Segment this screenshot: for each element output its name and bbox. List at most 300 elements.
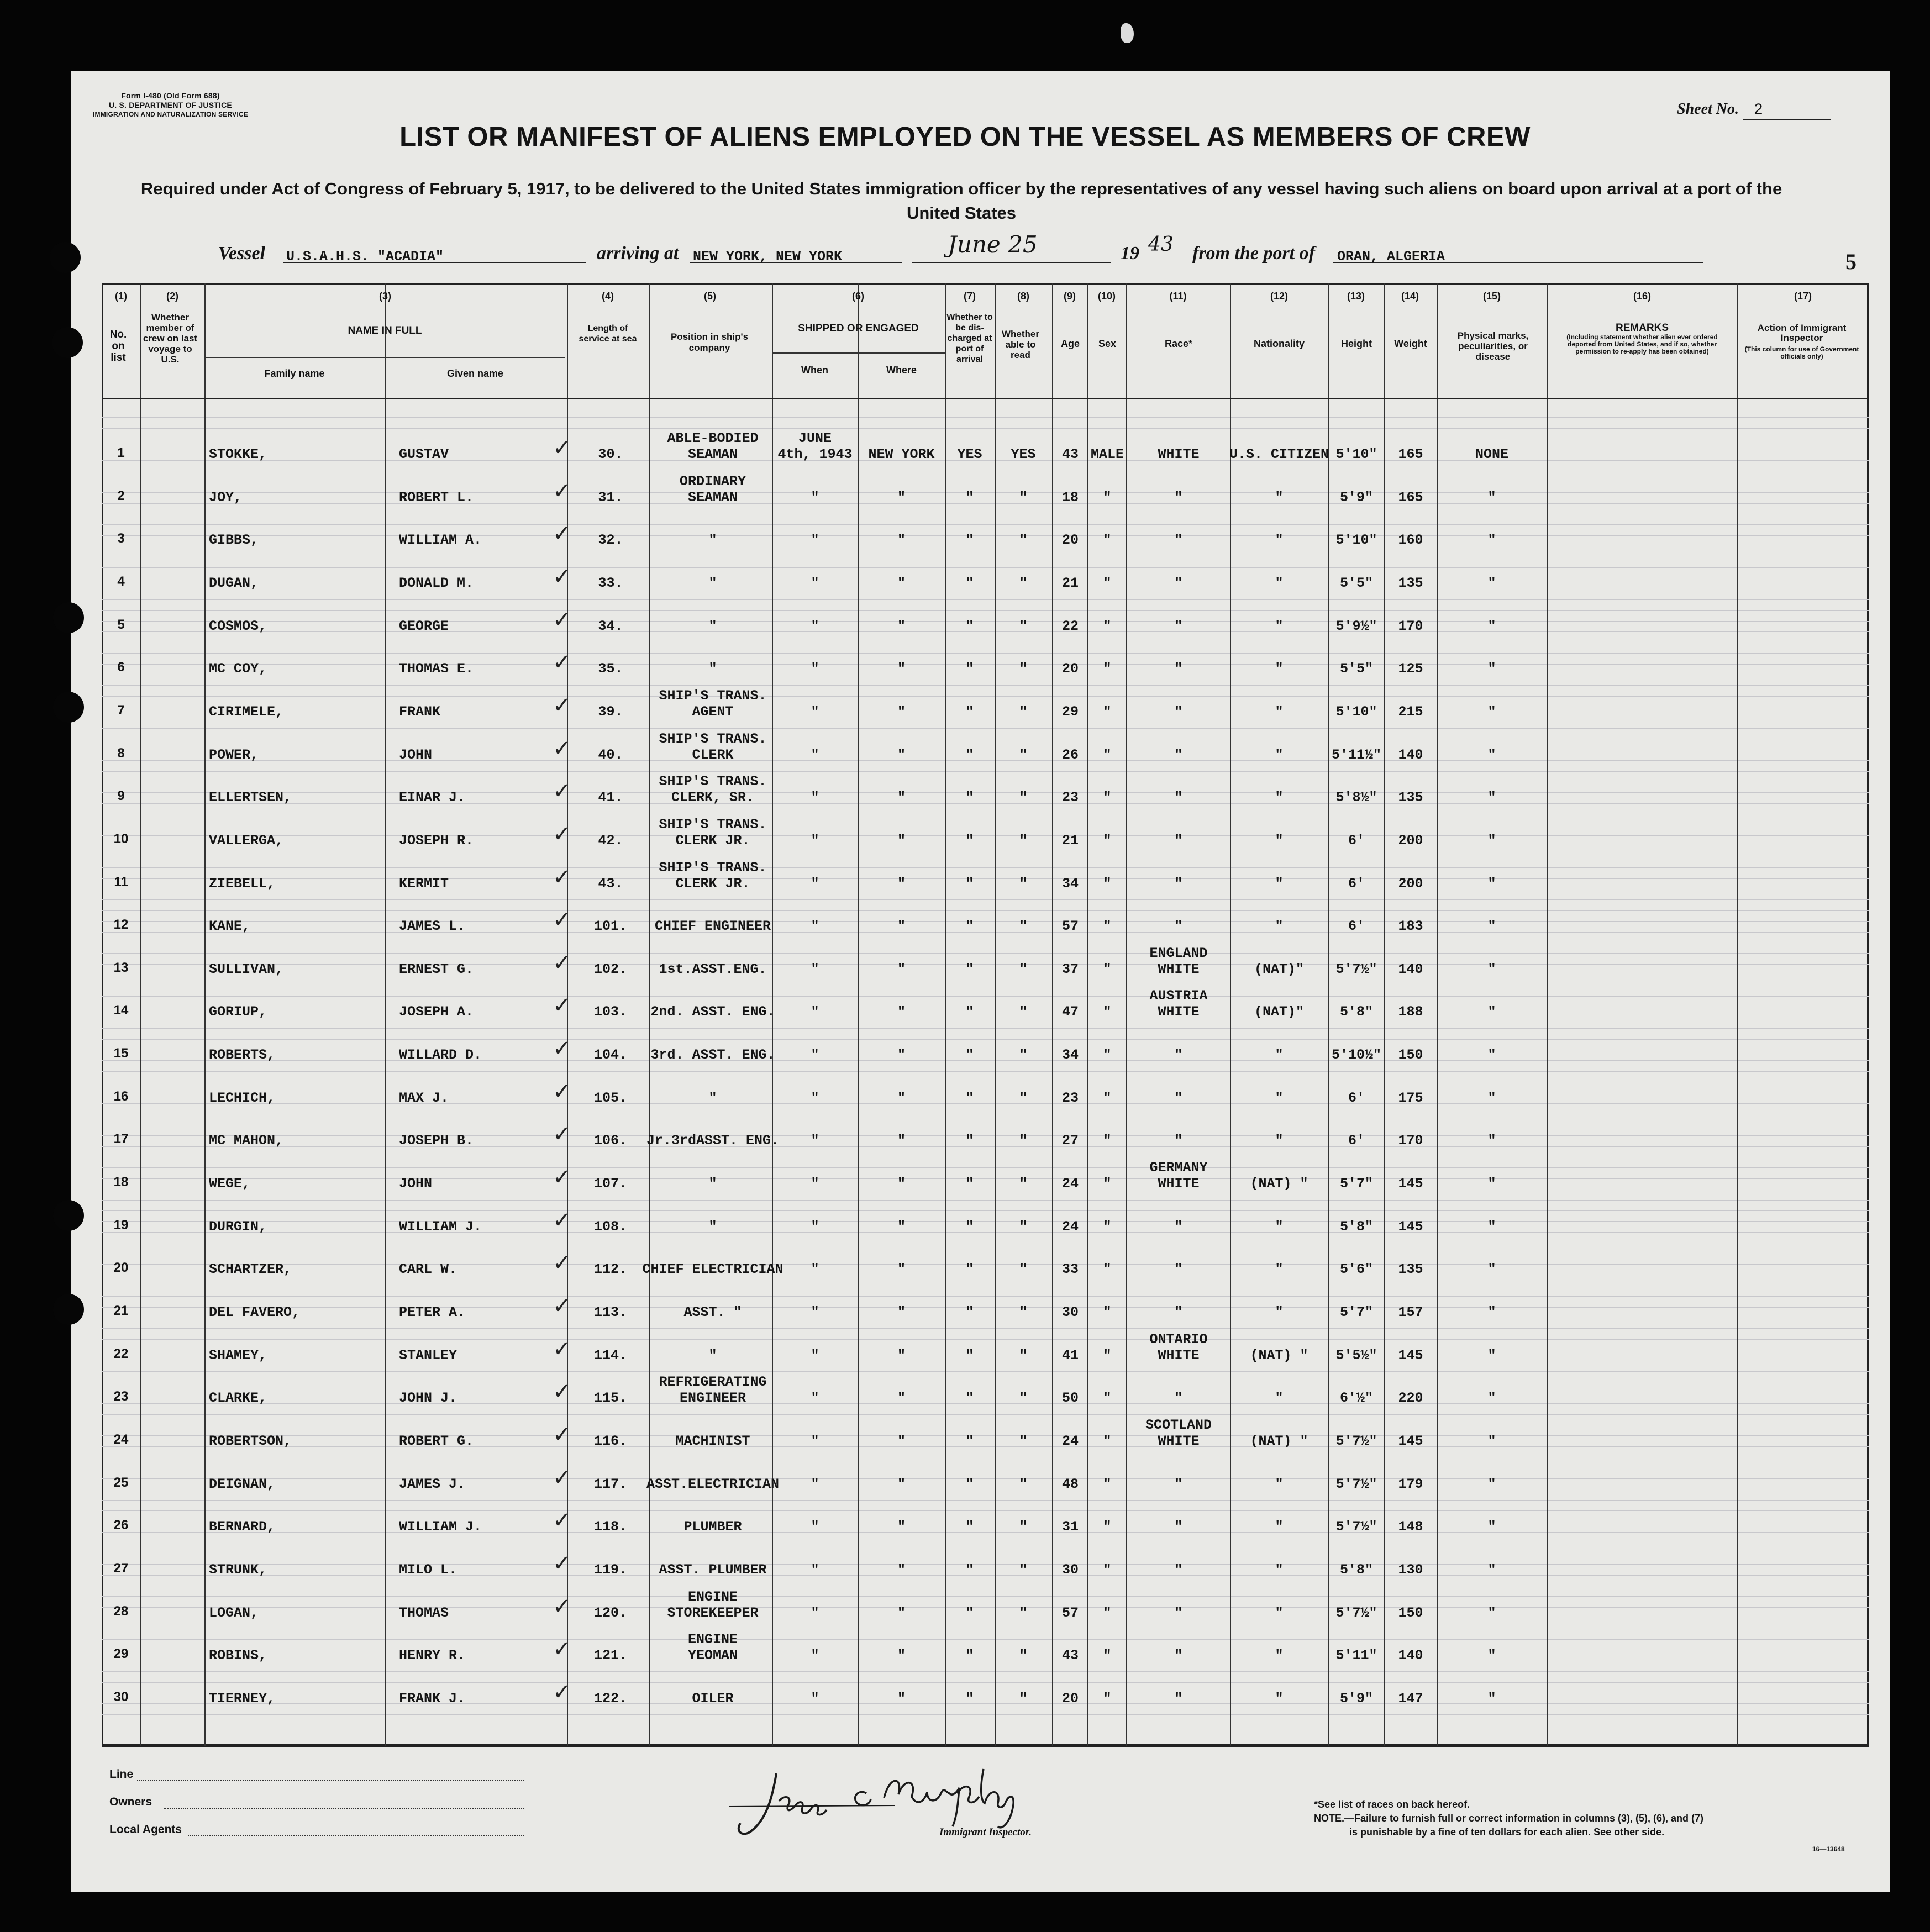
sheet-number bbox=[1677, 101, 1831, 120]
nationality: " bbox=[1275, 618, 1284, 634]
position: ASST. " bbox=[683, 1304, 742, 1320]
ruled-line bbox=[102, 685, 1869, 686]
able-to-read: " bbox=[1019, 1647, 1028, 1663]
weight: 135 bbox=[1398, 575, 1423, 591]
check-mark-icon: ✓ bbox=[553, 1208, 571, 1233]
column-line bbox=[140, 283, 141, 1746]
weight: 215 bbox=[1398, 704, 1423, 720]
row-number: 24 bbox=[113, 1432, 129, 1447]
able-to-read: " bbox=[1019, 1261, 1028, 1277]
given-name: ERNEST G. bbox=[399, 961, 474, 977]
discharged: " bbox=[965, 833, 974, 849]
row-number: 25 bbox=[113, 1475, 129, 1490]
family-name: SCHARTZER, bbox=[209, 1261, 292, 1277]
age: 21 bbox=[1061, 575, 1079, 591]
family-name: DEIGNAN, bbox=[209, 1476, 276, 1492]
family-name: POWER, bbox=[209, 747, 259, 763]
column-number: (11) bbox=[1169, 291, 1187, 302]
header-weight: Weight bbox=[1394, 338, 1427, 349]
physical-marks: " bbox=[1487, 747, 1496, 763]
age: 57 bbox=[1061, 1605, 1079, 1621]
given-name: MILO L. bbox=[399, 1562, 457, 1578]
given-name: CARL W. bbox=[399, 1261, 457, 1277]
ruled-line bbox=[102, 599, 1869, 600]
length-of-service: 113. bbox=[593, 1304, 627, 1320]
arriving-at: NEW YORK, NEW YORK bbox=[693, 249, 843, 265]
column-number: (3) bbox=[379, 291, 391, 302]
nationality: " bbox=[1275, 1476, 1284, 1492]
race: " bbox=[1174, 918, 1183, 934]
position: CHIEF ELECTRICIAN bbox=[642, 1261, 783, 1277]
weight: 220 bbox=[1398, 1390, 1423, 1406]
shipped-where: " bbox=[897, 575, 906, 591]
sex: " bbox=[1103, 1647, 1112, 1663]
discharged: " bbox=[965, 1176, 974, 1192]
position: ASST. PLUMBER bbox=[659, 1562, 767, 1578]
nationality: " bbox=[1275, 1133, 1284, 1149]
length-of-service: 116. bbox=[593, 1433, 627, 1449]
weight: 140 bbox=[1398, 961, 1423, 977]
given-name: GUSTAV bbox=[399, 446, 449, 462]
position: AGENT bbox=[692, 704, 734, 720]
shipped-where: " bbox=[897, 833, 906, 849]
age: 30 bbox=[1061, 1562, 1079, 1578]
nationality: " bbox=[1275, 1562, 1284, 1578]
position: REFRIGERATING bbox=[659, 1374, 767, 1390]
ruled-line bbox=[102, 1210, 1869, 1211]
length-of-service: 121. bbox=[593, 1647, 627, 1663]
footer-top-line bbox=[102, 1746, 1869, 1747]
discharged: " bbox=[965, 1219, 974, 1235]
ruled-line bbox=[102, 1328, 1869, 1329]
column-number: (4) bbox=[602, 291, 614, 302]
physical-marks: " bbox=[1487, 876, 1496, 892]
given-name: JOSEPH B. bbox=[399, 1133, 474, 1149]
family-name: CLARKE, bbox=[209, 1390, 267, 1406]
ruled-line bbox=[102, 1500, 1869, 1501]
race: " bbox=[1174, 1133, 1183, 1149]
given-name: WILLIAM A. bbox=[399, 532, 482, 548]
physical-marks: " bbox=[1487, 1691, 1496, 1707]
form-number: Form I-480 (Old Form 688) bbox=[121, 91, 220, 100]
punch-hole bbox=[53, 602, 84, 633]
sex: " bbox=[1103, 661, 1112, 677]
shipped-where: " bbox=[897, 1562, 906, 1578]
length-of-service: 106. bbox=[593, 1133, 627, 1149]
age: 24 bbox=[1061, 1433, 1079, 1449]
family-name: ROBERTSON, bbox=[209, 1433, 292, 1449]
ruled-line bbox=[102, 996, 1869, 997]
row-number: 4 bbox=[117, 574, 125, 589]
header-remarks: REMARKS bbox=[1615, 322, 1669, 334]
physical-marks: " bbox=[1487, 575, 1496, 591]
nationality: " bbox=[1275, 575, 1284, 591]
row-number: 28 bbox=[113, 1604, 129, 1619]
ruled-line bbox=[102, 1039, 1869, 1040]
inspector-signature bbox=[718, 1763, 1094, 1846]
race: " bbox=[1174, 489, 1183, 506]
shipped-where: " bbox=[897, 1304, 906, 1320]
header-given-name: Given name bbox=[446, 368, 504, 379]
footer-agents-blank bbox=[188, 1835, 524, 1836]
given-name: ROBERT G. bbox=[399, 1433, 474, 1449]
able-to-read: " bbox=[1019, 918, 1028, 934]
sex: " bbox=[1103, 575, 1112, 591]
sex: " bbox=[1103, 1090, 1112, 1106]
check-mark-icon: ✓ bbox=[553, 650, 571, 675]
able-to-read: " bbox=[1019, 1219, 1028, 1235]
discharged: " bbox=[965, 1047, 974, 1063]
length-of-service: 42. bbox=[598, 833, 623, 849]
given-name: GEORGE bbox=[399, 618, 449, 634]
given-name: WILLIAM J. bbox=[399, 1219, 482, 1235]
from-port-label: from the port of bbox=[1192, 243, 1315, 264]
discharged: " bbox=[965, 1133, 974, 1149]
shipped-when: " bbox=[811, 961, 819, 977]
nationality: " bbox=[1275, 704, 1284, 720]
sex: " bbox=[1103, 833, 1112, 849]
given-name: EINAR J. bbox=[399, 789, 466, 806]
page-subtitle: Required under Act of Congress of February 5, 1917, to be delivered to the United States immigration officer by the representatives of any vessel having such aliens on board upon arrival at a port of the United States bbox=[140, 179, 1782, 223]
length-of-service: 117. bbox=[593, 1476, 627, 1492]
family-name: ROBINS, bbox=[209, 1647, 267, 1663]
header-length-service: Length of service at sea bbox=[579, 324, 637, 344]
nationality: " bbox=[1275, 661, 1284, 677]
row-number: 1 bbox=[117, 445, 125, 460]
shipped-when: " bbox=[811, 532, 819, 548]
shipped-when: " bbox=[811, 1390, 819, 1406]
discharged: " bbox=[965, 1090, 974, 1106]
able-to-read: " bbox=[1019, 1605, 1028, 1621]
physical-marks: " bbox=[1487, 1433, 1496, 1449]
race: " bbox=[1174, 532, 1183, 548]
shipped-where: " bbox=[897, 661, 906, 677]
physical-marks: " bbox=[1487, 1347, 1496, 1364]
column-number: (2) bbox=[166, 291, 178, 302]
row-number: 30 bbox=[113, 1689, 129, 1704]
check-mark-icon: ✓ bbox=[553, 1551, 571, 1576]
row-number: 5 bbox=[117, 617, 125, 632]
row-number: 12 bbox=[113, 917, 129, 932]
weight: 170 bbox=[1398, 1133, 1423, 1149]
height: 5'7½" bbox=[1335, 1476, 1377, 1492]
position: MACHINIST bbox=[675, 1433, 750, 1449]
discharged: YES bbox=[957, 446, 982, 462]
ruled-line bbox=[102, 1371, 1869, 1372]
physical-marks: " bbox=[1487, 704, 1496, 720]
sex: " bbox=[1103, 1347, 1112, 1364]
able-to-read: " bbox=[1019, 1476, 1028, 1492]
family-name: MC MAHON, bbox=[209, 1133, 284, 1149]
header-height: Height bbox=[1341, 338, 1372, 349]
height: 5'7" bbox=[1339, 1304, 1373, 1320]
check-mark-icon: ✓ bbox=[553, 607, 571, 633]
shipped-when: " bbox=[811, 918, 819, 934]
check-mark-icon: ✓ bbox=[553, 907, 571, 933]
ruled-line bbox=[102, 899, 1869, 900]
header-action: Action of Immigrant Inspector bbox=[1757, 323, 1847, 343]
nationality: " bbox=[1275, 918, 1284, 934]
check-mark-icon: ✓ bbox=[553, 521, 571, 546]
ruled-line bbox=[102, 1714, 1869, 1715]
discharged: " bbox=[965, 661, 974, 677]
shipped-when: " bbox=[811, 618, 819, 634]
race: " bbox=[1174, 1605, 1183, 1621]
nationality: " bbox=[1275, 1605, 1284, 1621]
position: SHIP'S TRANS. bbox=[659, 773, 767, 789]
family-name: COSMOS, bbox=[209, 618, 267, 634]
races-note: *See list of races on back hereof. bbox=[1314, 1799, 1470, 1810]
shipped-where: " bbox=[897, 1004, 906, 1020]
able-to-read: " bbox=[1019, 489, 1028, 506]
shipped-when: " bbox=[811, 1476, 819, 1492]
sex: " bbox=[1103, 489, 1112, 506]
shipped-where: " bbox=[897, 918, 906, 934]
physical-marks: " bbox=[1487, 1519, 1496, 1535]
race: WHITE bbox=[1158, 1176, 1200, 1192]
race: " bbox=[1174, 1476, 1183, 1492]
position: SHIP'S TRANS. bbox=[659, 817, 767, 833]
nationality: " bbox=[1275, 532, 1284, 548]
able-to-read: " bbox=[1019, 1304, 1028, 1320]
name-group-line bbox=[204, 357, 565, 358]
height: 5'10½" bbox=[1331, 1047, 1381, 1063]
length-of-service: 33. bbox=[598, 575, 623, 591]
sex: " bbox=[1103, 704, 1112, 720]
race: " bbox=[1174, 1390, 1183, 1406]
position: CLERK, SR. bbox=[671, 789, 755, 806]
physical-marks: " bbox=[1487, 489, 1496, 506]
position: 3rd. ASST. ENG. bbox=[650, 1047, 775, 1063]
race: " bbox=[1174, 747, 1183, 763]
check-mark-icon: ✓ bbox=[553, 822, 571, 847]
family-name: GORIUP, bbox=[209, 1004, 267, 1020]
discharged: " bbox=[965, 1004, 974, 1020]
able-to-read: " bbox=[1019, 1047, 1028, 1063]
header-name-in-full: NAME IN FULL bbox=[348, 325, 422, 336]
shipped-when: " bbox=[811, 661, 819, 677]
ruled-line bbox=[102, 1167, 1869, 1168]
family-name: KANE, bbox=[209, 918, 251, 934]
footer-line-blank bbox=[137, 1780, 524, 1781]
shipped-where: NEW YORK bbox=[868, 446, 935, 462]
check-mark-icon: ✓ bbox=[553, 1508, 571, 1533]
column-number: (16) bbox=[1633, 291, 1651, 302]
sex: " bbox=[1103, 1219, 1112, 1235]
given-name: FRANK J. bbox=[399, 1691, 466, 1707]
position: ENGINE bbox=[687, 1589, 738, 1605]
nationality: " bbox=[1275, 747, 1284, 763]
row-number: 18 bbox=[113, 1175, 129, 1189]
given-name: JOSEPH R. bbox=[399, 833, 474, 849]
ruled-line bbox=[102, 428, 1869, 429]
check-mark-icon: ✓ bbox=[553, 1079, 571, 1104]
weight: 200 bbox=[1398, 833, 1423, 849]
age: 24 bbox=[1061, 1219, 1079, 1235]
shipped-when: " bbox=[811, 1090, 819, 1106]
age: 22 bbox=[1061, 618, 1079, 634]
position: ORDINARY bbox=[679, 473, 746, 489]
able-to-read: YES bbox=[1011, 446, 1036, 462]
page-mark: 5 bbox=[1845, 249, 1857, 274]
ruled-line bbox=[102, 867, 1869, 868]
punch-hole bbox=[53, 1200, 84, 1231]
sex: " bbox=[1103, 1476, 1112, 1492]
row-number: 9 bbox=[117, 788, 125, 803]
weight: 140 bbox=[1398, 747, 1423, 763]
race: " bbox=[1174, 1047, 1183, 1063]
physical-marks: NONE bbox=[1475, 446, 1508, 462]
penalty-note-1: NOTE.—Failure to furnish full or correct information in columns (3), (5), (6), and (7) bbox=[1314, 1813, 1704, 1824]
height: 5'8" bbox=[1339, 1004, 1373, 1020]
physical-marks: " bbox=[1487, 1047, 1496, 1063]
age: 43 bbox=[1061, 1647, 1079, 1663]
shipped-when: " bbox=[811, 489, 819, 506]
discharged: " bbox=[965, 532, 974, 548]
weight: 183 bbox=[1398, 918, 1423, 934]
shipped-when: 4th, 1943 bbox=[777, 446, 853, 462]
shipped-where: " bbox=[897, 1347, 906, 1364]
weight: 145 bbox=[1398, 1347, 1423, 1364]
position: " bbox=[708, 575, 717, 591]
row-number: 6 bbox=[117, 660, 125, 675]
header-last-voyage: Whether member of crew on last voyage to U.S. bbox=[143, 312, 198, 365]
check-mark-icon: ✓ bbox=[553, 778, 571, 804]
age: 43 bbox=[1061, 446, 1079, 462]
race: AUSTRIA bbox=[1149, 988, 1208, 1004]
discharged: " bbox=[965, 1347, 974, 1364]
column-line bbox=[204, 283, 206, 1746]
check-mark-icon: ✓ bbox=[553, 1465, 571, 1491]
able-to-read: " bbox=[1019, 1390, 1028, 1406]
family-name: CIRIMELE, bbox=[209, 704, 284, 720]
given-name: JOHN bbox=[399, 747, 433, 763]
shipped-where: " bbox=[897, 1219, 906, 1235]
nationality: " bbox=[1275, 1647, 1284, 1663]
physical-marks: " bbox=[1487, 1004, 1496, 1020]
race: " bbox=[1174, 1647, 1183, 1663]
header-shipped: SHIPPED OR ENGAGED bbox=[798, 323, 919, 334]
sex: " bbox=[1103, 1691, 1112, 1707]
shipped-when: " bbox=[811, 1605, 819, 1621]
able-to-read: " bbox=[1019, 747, 1028, 763]
header-remarks-note: (Including statement whether alien ever ordered deported from United States, and if so, whether permission to re-apply has been obtained) bbox=[1566, 333, 1718, 355]
discharged: " bbox=[965, 1433, 974, 1449]
header-sex: Sex bbox=[1098, 338, 1117, 349]
ruled-line bbox=[102, 1510, 1869, 1511]
height: 5'7½" bbox=[1335, 961, 1377, 977]
able-to-read: " bbox=[1019, 575, 1028, 591]
column-number: (7) bbox=[964, 291, 976, 302]
race: GERMANY bbox=[1149, 1160, 1208, 1176]
check-mark-icon: ✓ bbox=[553, 1036, 571, 1061]
shipped-where: " bbox=[897, 618, 906, 634]
weight: 140 bbox=[1398, 1647, 1423, 1663]
race: WHITE bbox=[1158, 1004, 1200, 1020]
row-number: 22 bbox=[113, 1346, 129, 1361]
punch-hole bbox=[50, 242, 81, 273]
row-number: 26 bbox=[113, 1518, 129, 1533]
shipped-where: " bbox=[897, 1476, 906, 1492]
sex: " bbox=[1103, 1562, 1112, 1578]
able-to-read: " bbox=[1019, 1433, 1028, 1449]
position: 1st.ASST.ENG. bbox=[659, 961, 767, 977]
check-mark-icon: ✓ bbox=[553, 865, 571, 890]
physical-marks: " bbox=[1487, 661, 1496, 677]
able-to-read: " bbox=[1019, 1347, 1028, 1364]
weight: 148 bbox=[1398, 1519, 1423, 1535]
shipped-when: " bbox=[811, 1047, 819, 1063]
height: 5'5" bbox=[1339, 575, 1373, 591]
able-to-read: " bbox=[1019, 1519, 1028, 1535]
sex: " bbox=[1103, 1605, 1112, 1621]
race: " bbox=[1174, 1090, 1183, 1106]
column-number: (6) bbox=[852, 291, 864, 302]
row-number: 29 bbox=[113, 1646, 129, 1661]
header-where: Where bbox=[886, 365, 917, 376]
age: 50 bbox=[1061, 1390, 1079, 1406]
age: 23 bbox=[1061, 789, 1079, 806]
age: 26 bbox=[1061, 747, 1079, 763]
check-mark-icon: ✓ bbox=[553, 564, 571, 589]
ruled-line bbox=[102, 567, 1869, 568]
length-of-service: 35. bbox=[598, 661, 623, 677]
family-name: ZIEBELL, bbox=[209, 876, 276, 892]
family-name: ROBERTS, bbox=[209, 1047, 276, 1063]
height: 6' bbox=[1348, 1133, 1365, 1149]
shipped-where: " bbox=[897, 747, 906, 763]
nationality: " bbox=[1275, 833, 1284, 849]
check-mark-icon: ✓ bbox=[553, 1293, 571, 1319]
shipped-where: " bbox=[897, 876, 906, 892]
ruled-line bbox=[102, 1639, 1869, 1640]
row-number: 27 bbox=[113, 1561, 129, 1576]
check-mark-icon: ✓ bbox=[553, 1122, 571, 1147]
header-family-name: Family name bbox=[264, 368, 325, 379]
check-mark-icon: ✓ bbox=[553, 1636, 571, 1662]
able-to-read: " bbox=[1019, 1691, 1028, 1707]
family-name: MC COY, bbox=[209, 661, 267, 677]
physical-marks: " bbox=[1487, 1562, 1496, 1578]
physical-marks: " bbox=[1487, 833, 1496, 849]
position: SHIP'S TRANS. bbox=[659, 731, 767, 747]
nationality: " bbox=[1275, 1219, 1284, 1235]
able-to-read: " bbox=[1019, 1176, 1028, 1192]
physical-marks: " bbox=[1487, 532, 1496, 548]
family-name: ELLERTSEN, bbox=[209, 789, 292, 806]
nationality: " bbox=[1275, 1090, 1284, 1106]
shipped-where: " bbox=[897, 1133, 906, 1149]
given-name: ROBERT L. bbox=[399, 489, 474, 506]
nationality: " bbox=[1275, 489, 1284, 506]
shipped-where: " bbox=[897, 704, 906, 720]
discharged: " bbox=[965, 1476, 974, 1492]
physical-marks: " bbox=[1487, 1176, 1496, 1192]
given-name: THOMAS bbox=[399, 1605, 449, 1621]
sex: " bbox=[1103, 1176, 1112, 1192]
position: SHIP'S TRANS. bbox=[659, 688, 767, 704]
family-name: VALLERGA, bbox=[209, 833, 284, 849]
row-number: 7 bbox=[117, 703, 125, 718]
physical-marks: " bbox=[1487, 1219, 1496, 1235]
given-name: WILLIAM J. bbox=[399, 1519, 482, 1535]
shipped-when: " bbox=[811, 1176, 819, 1192]
shipped-where: " bbox=[897, 789, 906, 806]
ruled-line bbox=[102, 1339, 1869, 1340]
height: 5'11½" bbox=[1331, 747, 1381, 763]
check-mark-icon: ✓ bbox=[553, 478, 571, 504]
physical-marks: " bbox=[1487, 1390, 1496, 1406]
